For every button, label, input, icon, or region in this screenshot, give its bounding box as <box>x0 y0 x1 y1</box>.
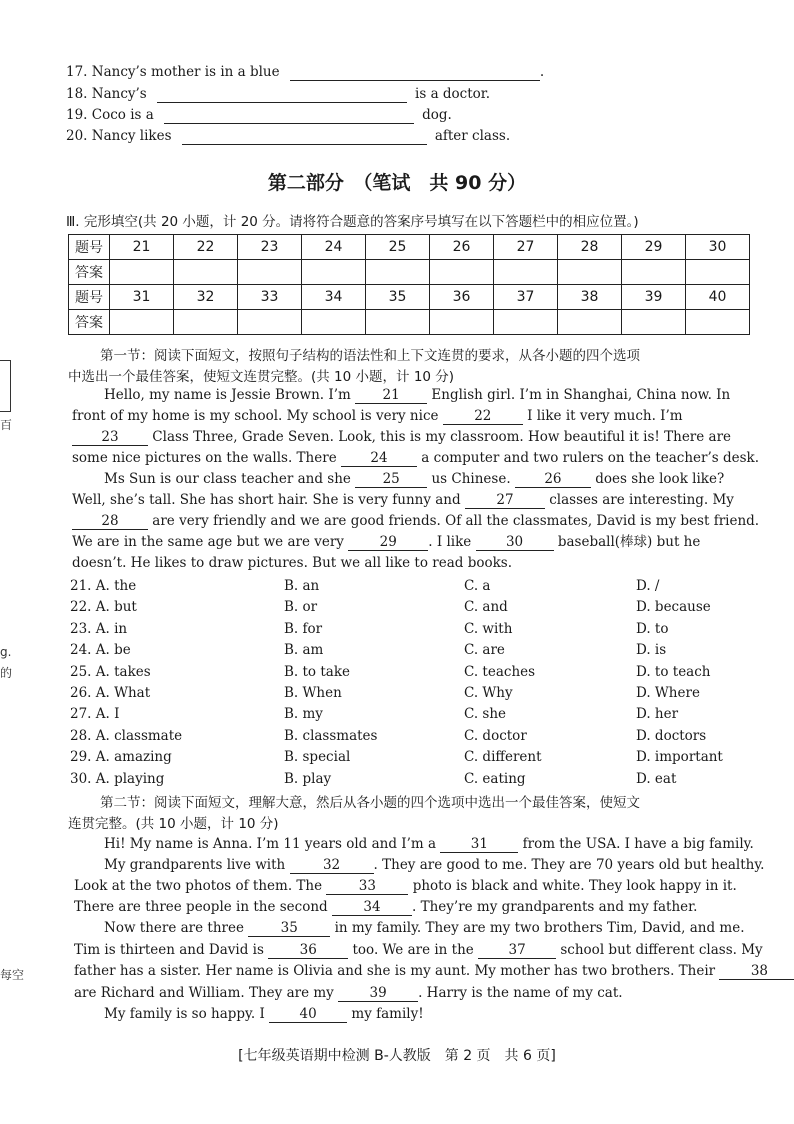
passage-text: are very friendly and we are good friends. Of all the classmates, David is my best friend. <box>152 513 760 529</box>
blank-28: 28 <box>72 515 148 530</box>
q-number: 39 <box>622 285 686 310</box>
option-b: B. for <box>284 620 323 637</box>
option-d: D. doctors <box>636 727 707 744</box>
sec2-instruction-cont: 连贯完整。(共 10 小题，计 10 分) <box>68 816 279 832</box>
part-title: 第二部分 （笔试 共 90 分） <box>267 172 527 194</box>
passage-text: classes are interesting. My <box>549 492 734 508</box>
passage-text: English girl. I’m in Shanghai, China now. In <box>431 387 731 403</box>
option-c: C. Why <box>464 685 513 701</box>
option-c: C. she <box>464 706 507 723</box>
item-20-text: 20. Nancy likes <box>66 128 172 144</box>
q-number: 24 <box>302 235 366 260</box>
option-a: 26. A. What <box>70 685 151 701</box>
option-b: B. am <box>284 642 324 659</box>
answer-blank <box>157 88 407 103</box>
blank-30: 30 <box>476 536 554 551</box>
answer-cell[interactable] <box>494 260 558 285</box>
item-20 <box>66 128 510 145</box>
passage-text: Class Three, Grade Seven. Look, this is my classroom. How beautiful it is! There are <box>152 429 732 445</box>
option-a: 24. A. be <box>70 642 131 659</box>
option-d: D. her <box>636 706 679 723</box>
passage-text: are Richard and William. They are my <box>74 985 334 1001</box>
answer-cell[interactable] <box>238 260 302 285</box>
item-18-text: 18. Nancy’s <box>66 86 147 102</box>
q-label: 题号 <box>69 285 110 310</box>
item-19 <box>66 107 452 124</box>
passage2-line <box>74 940 763 961</box>
answer-cell[interactable] <box>366 310 430 335</box>
passage-text: Now there are three <box>104 920 244 936</box>
passage-text: . I like <box>428 534 472 550</box>
sec2-instruction: 第二节：阅读下面短文，理解大意，然后从各小题的四个选项中选出一个最佳答案，使短文 <box>100 795 640 811</box>
option-b: B. or <box>284 599 318 616</box>
option-c: C. a <box>464 578 491 594</box>
passage-text: Ms Sun is our class teacher and she <box>104 471 351 487</box>
option-c: C. doctor <box>464 727 527 744</box>
option-c: C. eating <box>464 770 526 787</box>
item-19-end: dog. <box>422 107 452 123</box>
blank-29: 29 <box>348 536 428 551</box>
answer-blank <box>182 130 427 145</box>
passage-text: does she look like? <box>595 471 725 487</box>
option-d: D. eat <box>636 770 677 787</box>
option-b: B. to take <box>284 663 350 680</box>
option-c: C. different <box>464 749 542 766</box>
answer-cell[interactable] <box>686 310 750 335</box>
item-19-text: 19. Coco is a <box>66 107 154 123</box>
blank-37: 37 <box>478 944 556 959</box>
answer-cell[interactable] <box>110 260 174 285</box>
option-a: 28. A. classmate <box>70 727 183 744</box>
passage-text: doesn’t. He likes to draw pictures. But we all like to read books. <box>72 555 512 571</box>
passage-text: Hi! My name is Anna. I’m 11 years old and I’m a <box>104 836 437 852</box>
passage-text: us Chinese. <box>431 471 511 487</box>
blank-27: 27 <box>465 494 545 509</box>
q-number: 35 <box>366 285 430 310</box>
sec1-instruction: 第一节：阅读下面短文，按照句子结构的语法性和上下文连贯的要求，从各小题的四个选项 <box>100 348 640 364</box>
blank-22: 22 <box>443 410 523 425</box>
answer-blank <box>164 109 414 124</box>
passage-text: Well, she’s tall. She has short hair. She is very funny and <box>72 492 461 508</box>
passage-text: My grandparents live with <box>104 857 286 873</box>
blank-36: 36 <box>268 944 348 959</box>
passage-text: . They’re my grandparents and my father. <box>412 899 698 915</box>
passage2-line <box>104 834 752 855</box>
answer-cell[interactable] <box>430 260 494 285</box>
passage-text: I like it very much. I’m <box>527 408 683 424</box>
answer-cell[interactable] <box>174 310 238 335</box>
passage1-line <box>72 469 752 490</box>
passage-text: father has a sister. Her name is Olivia and she is my aunt. My mother has two brothers. Their <box>74 963 716 979</box>
option-c: C. and <box>464 599 508 616</box>
answer-cell[interactable] <box>366 260 430 285</box>
option-b: B. classmates <box>284 727 378 744</box>
passage-text: a computer and two rulers on the teacher’s desk. <box>421 450 760 466</box>
q-number: 33 <box>238 285 302 310</box>
table-row <box>69 260 750 285</box>
blank-33: 33 <box>326 880 408 895</box>
item-17 <box>66 64 544 81</box>
q-number: 28 <box>558 235 622 260</box>
option-d: D. is <box>636 642 667 659</box>
option-a: 23. A. in <box>70 620 128 637</box>
answer-cell[interactable] <box>558 310 622 335</box>
option-c: C. are <box>464 642 505 659</box>
q-number: 22 <box>174 235 238 260</box>
answer-cell[interactable] <box>622 310 686 335</box>
passage1-line <box>72 532 752 553</box>
passage-text: Tim is thirteen and David is <box>74 942 264 958</box>
option-d: D. to <box>636 620 669 637</box>
passage-text: We are in the same age but we are very <box>72 534 344 550</box>
passage-text: baseball(棒球) but he <box>557 534 701 550</box>
option-a: 25. A. takes <box>70 663 151 680</box>
q-number: 38 <box>558 285 622 310</box>
q-number: 31 <box>110 285 174 310</box>
option-b: B. an <box>284 578 320 594</box>
table-row <box>69 285 750 310</box>
option-d: D. important <box>636 749 723 766</box>
item-20-end: after class. <box>434 128 511 144</box>
answer-blank <box>290 66 540 81</box>
passage2-line <box>74 876 754 897</box>
q-number: 27 <box>494 235 558 260</box>
passage-text: some nice pictures on the walls. There <box>72 450 337 466</box>
blank-23: 23 <box>72 431 148 446</box>
answer-cell[interactable] <box>110 310 174 335</box>
passage-text: too. We are in the <box>352 942 474 958</box>
item-18-end: is a doctor. <box>415 86 491 102</box>
q-number: 37 <box>494 285 558 310</box>
passage-text: Look at the two photos of them. The <box>74 878 323 894</box>
option-a: 27. A. I <box>70 706 120 723</box>
option-d: D. / <box>636 578 660 594</box>
blank-21: 21 <box>355 389 427 404</box>
binding-bracket <box>0 360 11 412</box>
blank-32: 32 <box>290 859 374 874</box>
passage-text: my family! <box>351 1006 424 1022</box>
option-c: C. with <box>464 620 513 637</box>
edge-mark: 的 <box>0 666 13 680</box>
q-number: 21 <box>110 235 174 260</box>
passage1-line <box>72 406 752 427</box>
option-d: D. Where <box>636 685 700 701</box>
passage2-line <box>104 855 765 876</box>
sec1-instruction-cont: 中选出一个最佳答案，使短文连贯完整。(共 10 小题，计 10 分) <box>68 369 455 385</box>
passage-text: . They are good to me. They are 70 years old but healthy. <box>373 857 765 873</box>
option-b: B. When <box>284 685 342 701</box>
passage-text: . Harry is the name of my cat. <box>418 985 623 1001</box>
q-number: 25 <box>366 235 430 260</box>
edge-mark: g. <box>0 645 12 659</box>
q-number: 36 <box>430 285 494 310</box>
passage1-line <box>72 385 752 406</box>
blank-40: 40 <box>269 1008 347 1023</box>
blank-35: 35 <box>248 922 330 937</box>
a-label: 答案 <box>69 260 110 285</box>
a-label: 答案 <box>69 310 110 335</box>
answer-cell[interactable] <box>174 260 238 285</box>
passage-text: from the USA. I have a big family. <box>522 836 754 852</box>
option-a: 21. A. the <box>70 578 137 594</box>
item-17-text: 17. Nancy’s mother is in a blue <box>66 64 280 80</box>
blank-39: 39 <box>338 987 418 1002</box>
table-row <box>69 310 750 335</box>
answer-cell[interactable] <box>558 260 622 285</box>
blank-25: 25 <box>355 473 427 488</box>
answer-cell[interactable] <box>494 310 558 335</box>
answer-cell[interactable] <box>238 310 302 335</box>
q-number: 29 <box>622 235 686 260</box>
option-a: 29. A. amazing <box>70 749 172 766</box>
blank-38: 38 <box>719 965 794 980</box>
blank-34: 34 <box>332 901 412 916</box>
item-18 <box>66 86 490 103</box>
passage-text: Hello, my name is Jessie Brown. I’m <box>104 387 351 403</box>
passage2-line <box>104 1004 752 1025</box>
passage1-line <box>72 448 760 469</box>
q-number: 26 <box>430 235 494 260</box>
edge-mark: 百 <box>0 418 13 432</box>
option-d: D. to teach <box>636 663 711 680</box>
q-number: 40 <box>686 285 750 310</box>
passage2-line <box>104 918 752 939</box>
passage1-line <box>72 427 752 448</box>
passage-text: school but different class. My <box>560 942 763 958</box>
option-b: B. my <box>284 706 323 723</box>
answer-cell[interactable] <box>302 260 366 285</box>
passage2-line <box>74 897 754 918</box>
passage-text: front of my home is my school. My school is very nice <box>72 408 439 424</box>
option-b: B. special <box>284 749 351 766</box>
blank-24: 24 <box>341 452 417 467</box>
passage-text: There are three people in the second <box>74 899 328 915</box>
q-number: 32 <box>174 285 238 310</box>
option-d: D. because <box>636 599 711 616</box>
option-c: C. teaches <box>464 663 536 680</box>
option-a: 30. A. playing <box>70 770 165 787</box>
table-row <box>69 235 750 260</box>
passage1-line <box>72 511 760 532</box>
answer-cell[interactable] <box>686 260 750 285</box>
answer-cell[interactable] <box>622 260 686 285</box>
q-number: 34 <box>302 285 366 310</box>
passage2-line <box>74 961 769 982</box>
passage1-line <box>72 553 752 574</box>
answer-cell[interactable] <box>430 310 494 335</box>
q-label: 题号 <box>69 235 110 260</box>
passage1-line <box>72 490 752 511</box>
answer-cell[interactable] <box>302 310 366 335</box>
blank-31: 31 <box>440 838 518 853</box>
passage-text: photo is black and white. They look happy in it. <box>412 878 737 894</box>
q-number: 30 <box>686 235 750 260</box>
page-footer: [七年级英语期中检测 B-人教版 第 2 页 共 6 页] <box>238 1048 556 1064</box>
q-number: 23 <box>238 235 302 260</box>
passage-text: in my family. They are my two brothers Tim, David, and me. <box>334 920 745 936</box>
edge-mark: 每空 <box>0 968 25 982</box>
item-17-end: . <box>539 64 545 80</box>
passage2-line <box>74 983 754 1004</box>
option-b: B. play <box>284 770 332 787</box>
option-a: 22. A. but <box>70 599 137 616</box>
blank-26: 26 <box>515 473 591 488</box>
section3-instruction: Ⅲ. 完形填空(共 20 小题，计 20 分。请将符合题意的答案序号填写在以下答题栏中的相应位置。) <box>66 214 639 230</box>
answer-table <box>68 234 750 335</box>
passage-text: My family is so happy. I <box>104 1006 265 1022</box>
